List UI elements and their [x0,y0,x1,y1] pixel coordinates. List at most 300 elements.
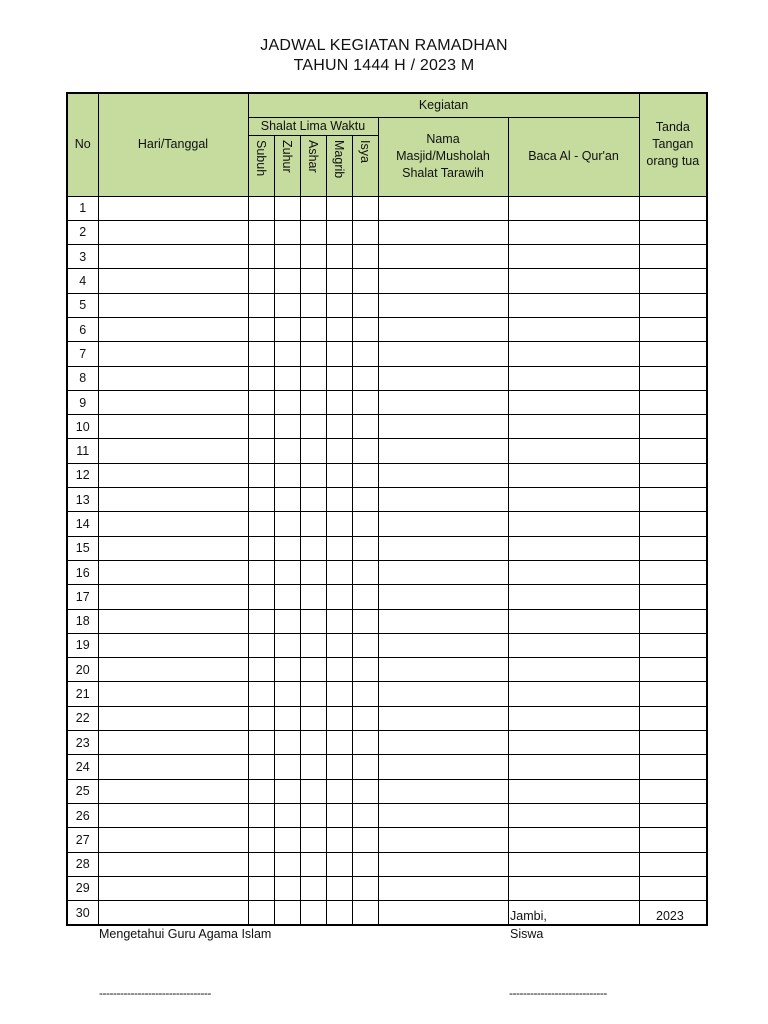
ashar-cell [300,269,326,293]
magrib-cell [326,901,352,926]
hari-tanggal-cell [98,342,248,366]
signature-cell [639,415,707,439]
zuhur-cell [274,901,300,926]
isya-cell [352,876,378,900]
isya-cell [352,828,378,852]
ashar-cell [300,876,326,900]
row-number: 6 [67,317,98,341]
zuhur-cell [274,706,300,730]
zuhur-cell [274,269,300,293]
masjid-cell [378,196,508,220]
signature-cell [639,220,707,244]
header-hari-tanggal: Hari/Tanggal [98,93,248,196]
masjid-cell [378,317,508,341]
quran-cell [508,755,639,779]
quran-cell [508,220,639,244]
isya-cell [352,439,378,463]
quran-cell [508,342,639,366]
magrib-cell [326,415,352,439]
hari-tanggal-cell [98,803,248,827]
subuh-cell [248,536,274,560]
isya-cell [352,512,378,536]
row-number: 15 [67,536,98,560]
masjid-cell [378,755,508,779]
magrib-cell [326,488,352,512]
ashar-cell [300,609,326,633]
zuhur-cell [274,755,300,779]
header-baca-quran: Baca Al - Qur'an [508,117,639,196]
subuh-cell [248,706,274,730]
table-row [67,317,707,341]
row-number: 2 [67,220,98,244]
magrib-cell [326,245,352,269]
subuh-cell [248,512,274,536]
zuhur-cell [274,731,300,755]
ashar-cell [300,439,326,463]
zuhur-cell [274,463,300,487]
row-number: 23 [67,731,98,755]
zuhur-cell [274,779,300,803]
ashar-cell [300,731,326,755]
quran-cell [508,803,639,827]
quran-cell [508,245,639,269]
masjid-cell [378,803,508,827]
isya-cell [352,415,378,439]
zuhur-cell [274,852,300,876]
row-number: 14 [67,512,98,536]
masjid-cell [378,852,508,876]
isya-cell [352,245,378,269]
table-row [67,852,707,876]
hari-tanggal-cell [98,245,248,269]
teacher-signature-line: -------------------------------- [99,986,211,1000]
magrib-cell [326,633,352,657]
magrib-cell [326,317,352,341]
masjid-cell [378,876,508,900]
row-number: 25 [67,779,98,803]
signature-cell [639,196,707,220]
ashar-cell [300,803,326,827]
isya-cell [352,803,378,827]
magrib-cell [326,269,352,293]
masjid-cell [378,901,508,926]
zuhur-cell [274,682,300,706]
masjid-cell [378,682,508,706]
subuh-cell [248,852,274,876]
masjid-cell [378,585,508,609]
header-prayer-zuhur: Zuhur [274,135,300,196]
magrib-cell [326,876,352,900]
ashar-cell [300,415,326,439]
hari-tanggal-cell [98,876,248,900]
hari-tanggal-cell [98,536,248,560]
row-number: 21 [67,682,98,706]
signature-cell [639,658,707,682]
hari-tanggal-cell [98,220,248,244]
activity-table [66,92,708,926]
isya-cell [352,852,378,876]
quran-cell [508,560,639,584]
masjid-cell [378,779,508,803]
subuh-cell [248,682,274,706]
subuh-cell [248,755,274,779]
quran-cell [508,439,639,463]
ashar-cell [300,706,326,730]
masjid-cell [378,609,508,633]
table-row [67,196,707,220]
masjid-cell [378,731,508,755]
zuhur-cell [274,609,300,633]
ashar-cell [300,390,326,414]
masjid-cell [378,245,508,269]
row-number: 18 [67,609,98,633]
table-body [67,196,707,925]
hari-tanggal-cell [98,415,248,439]
isya-cell [352,390,378,414]
row-number: 1 [67,196,98,220]
hari-tanggal-cell [98,560,248,584]
subuh-cell [248,415,274,439]
quran-cell [508,488,639,512]
magrib-cell [326,658,352,682]
row-number: 20 [67,658,98,682]
magrib-cell [326,342,352,366]
zuhur-cell [274,415,300,439]
zuhur-cell [274,585,300,609]
row-number: 16 [67,560,98,584]
isya-cell [352,536,378,560]
table-row [67,658,707,682]
signature-cell [639,828,707,852]
isya-cell [352,366,378,390]
title-line-1: JADWAL KEGIATAN RAMADHAN [260,37,508,54]
quran-cell [508,585,639,609]
table-row [67,633,707,657]
hari-tanggal-cell [98,731,248,755]
isya-cell [352,342,378,366]
isya-cell [352,488,378,512]
quran-cell [508,463,639,487]
subuh-cell [248,269,274,293]
magrib-cell [326,852,352,876]
zuhur-cell [274,220,300,244]
masjid-cell [378,828,508,852]
magrib-cell [326,682,352,706]
hari-tanggal-cell [98,366,248,390]
ashar-cell [300,366,326,390]
signature-cell [639,245,707,269]
masjid-cell [378,293,508,317]
subuh-cell [248,585,274,609]
quran-cell [508,876,639,900]
subuh-cell [248,463,274,487]
ashar-cell [300,196,326,220]
subuh-cell [248,901,274,926]
subuh-cell [248,366,274,390]
table-row [67,803,707,827]
hari-tanggal-cell [98,901,248,926]
magrib-cell [326,293,352,317]
table-row [67,293,707,317]
isya-cell [352,560,378,584]
signature-cell [639,317,707,341]
table-row [67,560,707,584]
subuh-cell [248,828,274,852]
hari-tanggal-cell [98,488,248,512]
signature-cell [639,512,707,536]
table-row [67,269,707,293]
zuhur-cell [274,293,300,317]
table-row [67,779,707,803]
hari-tanggal-cell [98,512,248,536]
ashar-cell [300,901,326,926]
signature-cell [639,585,707,609]
signature-cell [639,463,707,487]
ashar-cell [300,245,326,269]
masjid-cell [378,560,508,584]
isya-cell [352,317,378,341]
subuh-cell [248,317,274,341]
subuh-cell [248,609,274,633]
zuhur-cell [274,342,300,366]
isya-cell [352,901,378,926]
magrib-cell [326,463,352,487]
ashar-cell [300,342,326,366]
signature-cell [639,536,707,560]
magrib-cell [326,196,352,220]
subuh-cell [248,658,274,682]
hari-tanggal-cell [98,852,248,876]
row-number: 13 [67,488,98,512]
magrib-cell [326,828,352,852]
subuh-cell [248,293,274,317]
masjid-cell [378,390,508,414]
masjid-cell [378,342,508,366]
header-kegiatan: Kegiatan [248,93,639,117]
quran-cell [508,828,639,852]
masjid-cell [378,536,508,560]
quran-cell [508,536,639,560]
masjid-cell [378,633,508,657]
table-row [67,488,707,512]
subuh-cell [248,633,274,657]
isya-cell [352,755,378,779]
signature-cell [639,755,707,779]
quran-cell [508,731,639,755]
subuh-cell [248,245,274,269]
isya-cell [352,658,378,682]
masjid-cell [378,366,508,390]
header-prayer-subuh: Subuh [248,135,274,196]
magrib-cell [326,706,352,730]
masjid-cell [378,220,508,244]
ashar-cell [300,852,326,876]
table-row [67,245,707,269]
table-row [67,366,707,390]
zuhur-cell [274,536,300,560]
subuh-cell [248,196,274,220]
quran-cell [508,512,639,536]
zuhur-cell [274,828,300,852]
signature-cell [639,560,707,584]
isya-cell [352,779,378,803]
magrib-cell [326,390,352,414]
ashar-cell [300,536,326,560]
quran-cell [508,706,639,730]
magrib-cell [326,609,352,633]
subuh-cell [248,803,274,827]
row-number: 10 [67,415,98,439]
header-prayer-isya: Isya [352,135,378,196]
table-row [67,876,707,900]
year-label: 2023 [656,909,684,923]
subuh-cell [248,488,274,512]
masjid-cell [378,658,508,682]
ashar-cell [300,488,326,512]
table-row [67,342,707,366]
masjid-cell [378,439,508,463]
subuh-cell [248,220,274,244]
quran-cell [508,269,639,293]
ashar-cell [300,463,326,487]
row-number: 27 [67,828,98,852]
signature-cell [639,876,707,900]
masjid-cell [378,488,508,512]
magrib-cell [326,439,352,463]
magrib-cell [326,560,352,584]
zuhur-cell [274,633,300,657]
isya-cell [352,196,378,220]
title-line-2: TAHUN 1444 H / 2023 M [293,57,475,74]
subuh-cell [248,876,274,900]
table-row [67,682,707,706]
magrib-cell [326,803,352,827]
magrib-cell [326,755,352,779]
isya-cell [352,609,378,633]
ashar-cell [300,682,326,706]
quran-cell [508,196,639,220]
masjid-cell [378,415,508,439]
signature-cell [639,779,707,803]
masjid-cell [378,706,508,730]
zuhur-cell [274,876,300,900]
subuh-cell [248,560,274,584]
isya-cell [352,731,378,755]
row-number: 7 [67,342,98,366]
table-row [67,390,707,414]
quran-cell [508,658,639,682]
header-shalat-lima-waktu: Shalat Lima Waktu [248,117,378,135]
header-tanda-tangan: Tanda Tangan orang tua [639,93,707,196]
document-title [0,36,768,76]
row-number: 28 [67,852,98,876]
subuh-cell [248,779,274,803]
isya-cell [352,682,378,706]
magrib-cell [326,585,352,609]
table-row [67,731,707,755]
isya-cell [352,633,378,657]
quran-cell [508,852,639,876]
table-row [67,463,707,487]
row-number: 4 [67,269,98,293]
subuh-cell [248,390,274,414]
quran-cell [508,609,639,633]
quran-cell [508,633,639,657]
magrib-cell [326,536,352,560]
zuhur-cell [274,658,300,682]
magrib-cell [326,220,352,244]
row-number: 12 [67,463,98,487]
table-row [67,536,707,560]
zuhur-cell [274,196,300,220]
hari-tanggal-cell [98,779,248,803]
signature-cell [639,731,707,755]
ashar-cell [300,220,326,244]
masjid-cell [378,512,508,536]
signature-cell [639,488,707,512]
quran-cell [508,293,639,317]
signature-cell [639,706,707,730]
row-number: 17 [67,585,98,609]
magrib-cell [326,366,352,390]
zuhur-cell [274,488,300,512]
signature-cell [639,682,707,706]
ashar-cell [300,293,326,317]
ashar-cell [300,512,326,536]
ashar-cell [300,633,326,657]
row-number: 29 [67,876,98,900]
table-row [67,901,707,926]
hari-tanggal-cell [98,706,248,730]
ashar-cell [300,779,326,803]
isya-cell [352,706,378,730]
zuhur-cell [274,317,300,341]
quran-cell [508,317,639,341]
ashar-cell [300,658,326,682]
table-row [67,585,707,609]
ashar-cell [300,828,326,852]
hari-tanggal-cell [98,828,248,852]
hari-tanggal-cell [98,633,248,657]
quran-cell [508,366,639,390]
subuh-cell [248,731,274,755]
header-no: No [67,93,98,196]
row-number: 19 [67,633,98,657]
zuhur-cell [274,366,300,390]
hari-tanggal-cell [98,196,248,220]
zuhur-cell [274,439,300,463]
magrib-cell [326,779,352,803]
hari-tanggal-cell [98,682,248,706]
isya-cell [352,220,378,244]
subuh-cell [248,439,274,463]
row-number: 5 [67,293,98,317]
row-number: 30 [67,901,98,926]
header-prayer-magrib: Magrib [326,135,352,196]
table-row [67,828,707,852]
row-number: 9 [67,390,98,414]
student-label: Siswa [510,927,544,941]
isya-cell [352,293,378,317]
signature-cell [639,852,707,876]
masjid-cell [378,269,508,293]
student-signature-line: ---------------------------- [509,986,607,1000]
zuhur-cell [274,512,300,536]
magrib-cell [326,731,352,755]
magrib-cell [326,512,352,536]
hari-tanggal-cell [98,269,248,293]
table-row [67,512,707,536]
